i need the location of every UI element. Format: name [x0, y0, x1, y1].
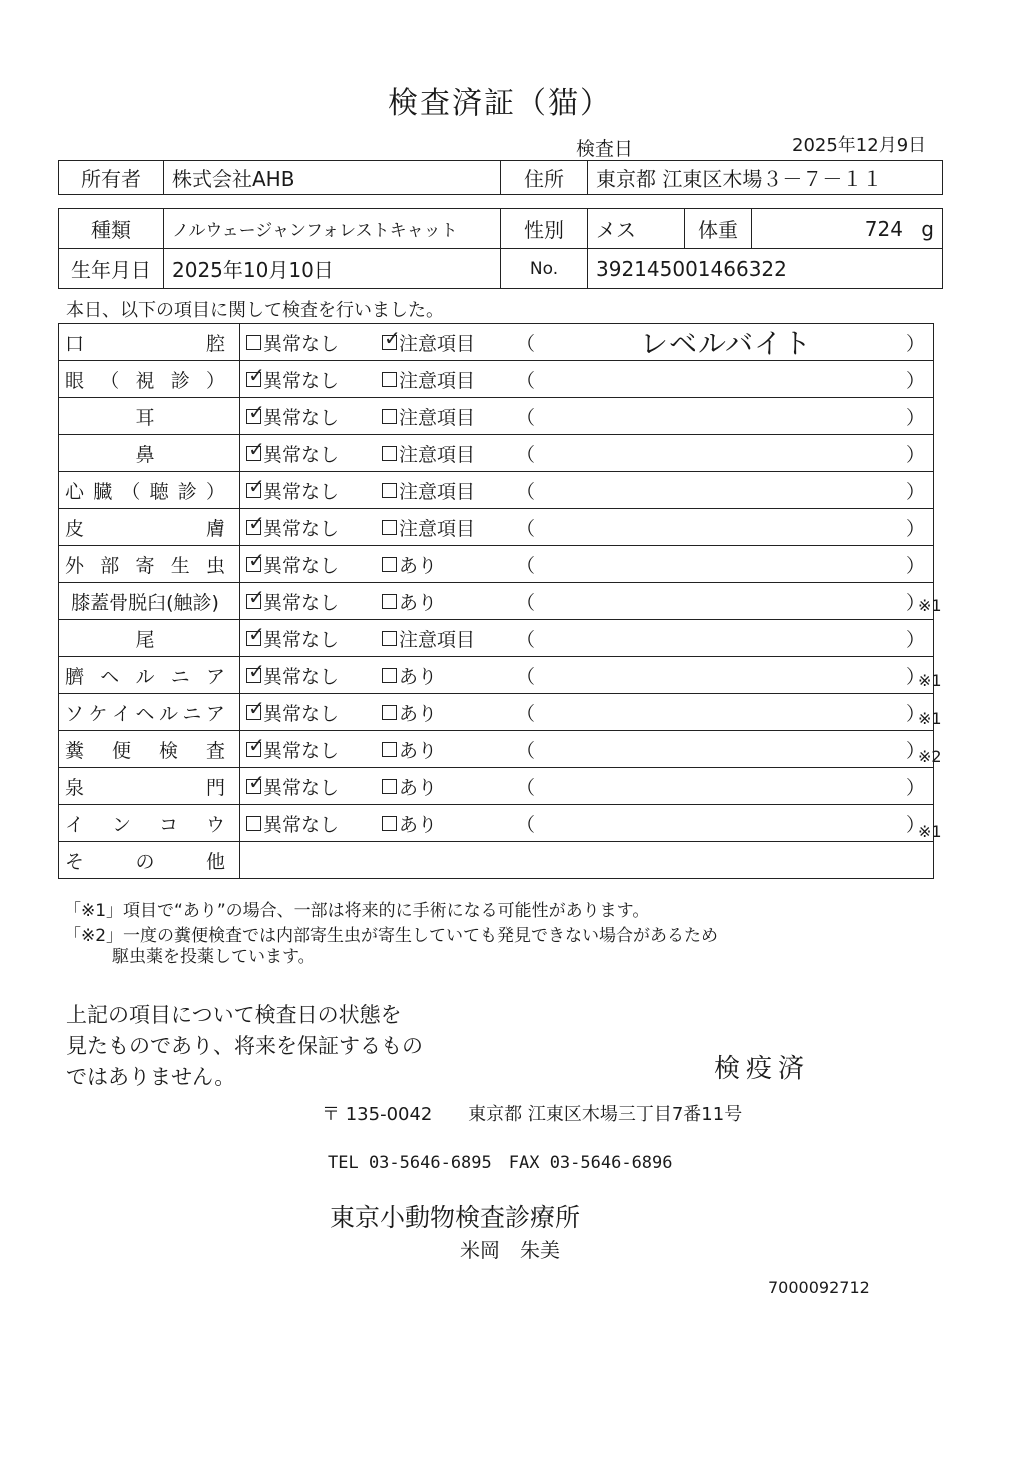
exam-item-name	[59, 694, 240, 731]
option-label: 注意項目	[399, 628, 476, 651]
open-paren: （	[516, 554, 536, 577]
owner-value: 株式会社AHB	[164, 161, 501, 195]
option-label: 異常なし	[263, 480, 340, 503]
check-icon: ✓	[248, 399, 265, 424]
checkbox[interactable]	[382, 779, 397, 794]
footnote-1: 「※1」項目で“あり”の場合、一部は将来的に手術になる可能性があります。	[64, 901, 650, 921]
exam-item-name	[59, 509, 240, 546]
exam-item-name	[59, 657, 240, 694]
exam-date: 2025年12月9日	[792, 135, 927, 156]
exam-result-cell	[240, 398, 934, 435]
exam-result-cell	[240, 472, 934, 509]
check-icon: ✓	[248, 769, 265, 794]
exam-item-label: 尾	[135, 628, 155, 651]
check-icon: ✓	[248, 584, 265, 609]
option-label: 異常なし	[263, 406, 340, 429]
option-label: あり	[399, 554, 438, 577]
check-icon: ✓	[248, 658, 265, 683]
exam-row	[59, 731, 934, 768]
exam-item-label: 糞 便 検 査	[65, 739, 225, 762]
option-attention[interactable]	[382, 588, 516, 615]
close-paren: ）	[906, 628, 926, 651]
close-paren: ）	[906, 517, 926, 540]
exam-row	[59, 398, 934, 435]
exam-item-label: ソ ケ イ ヘ ル ニ ア	[65, 702, 225, 725]
checkbox[interactable]	[246, 547, 265, 572]
open-paren: （	[516, 406, 536, 429]
option-normal[interactable]	[246, 362, 382, 393]
close-paren: ）	[906, 369, 926, 392]
vet-name: 米岡 朱美	[460, 1238, 560, 1262]
clinic-name: 東京小動物検査診療所	[330, 1203, 581, 1232]
open-paren: （	[516, 517, 536, 540]
footnote-mark: ※1	[918, 709, 942, 728]
option-label: 注意項目	[399, 443, 476, 466]
disclaimer-line-2: 見たものであり、将来を保証するもの	[66, 1034, 423, 1058]
owner-label: 所有者	[59, 161, 164, 195]
exam-row	[59, 546, 934, 583]
option-label: あり	[399, 665, 438, 688]
option-label: 異常なし	[263, 739, 340, 762]
checkbox[interactable]	[246, 399, 265, 424]
weight-value: 724	[864, 216, 903, 241]
address-full: 東京都 江東区木場三丁目7番11号	[468, 1104, 743, 1125]
option-normal[interactable]	[246, 329, 382, 356]
check-icon: ✓	[248, 621, 265, 646]
option-label: 注意項目	[399, 480, 476, 503]
option-label: 異常なし	[263, 554, 340, 577]
option-label: あり	[399, 739, 438, 762]
birth-label: 生年月日	[59, 249, 164, 289]
open-paren: （	[516, 776, 536, 799]
check-icon: ✓	[248, 473, 265, 498]
checkbox[interactable]	[246, 436, 265, 461]
option-label: 異常なし	[263, 665, 340, 688]
checkbox[interactable]	[246, 658, 265, 683]
option-normal[interactable]	[246, 584, 382, 615]
exam-item-name	[59, 768, 240, 805]
option-label: 異常なし	[263, 369, 340, 392]
exam-row-other	[59, 842, 934, 879]
exam-item-label: 外 部 寄 生 虫	[65, 554, 225, 577]
checkbox[interactable]	[246, 362, 265, 387]
option-label: あり	[399, 776, 438, 799]
close-paren: ）	[906, 406, 926, 429]
open-paren: （	[516, 443, 536, 466]
clinic-address	[322, 1100, 742, 1126]
close-paren: ）	[906, 702, 926, 725]
close-paren: ）	[906, 776, 926, 799]
close-paren: ）	[906, 591, 926, 614]
close-paren: ）	[906, 739, 926, 762]
tel-fax: TEL 03-5646-6895 FAX 03-5646-6896	[328, 1153, 673, 1173]
intro-text: 本日、以下の項目に関して検査を行いました。	[66, 300, 444, 321]
exam-item-name	[59, 361, 240, 398]
checkbox[interactable]	[246, 510, 265, 535]
option-label: 異常なし	[263, 443, 340, 466]
page-title: 検査済証（猫）	[388, 86, 612, 121]
disclaimer-line-3: ではありません。	[66, 1065, 236, 1089]
open-paren: （	[516, 480, 536, 503]
option-label: 異常なし	[263, 332, 340, 355]
no-label: No.	[501, 249, 588, 289]
open-paren: （	[516, 591, 536, 614]
exam-row	[59, 694, 934, 731]
exam-item-label: 眼 （ 視 診 ）	[65, 369, 225, 392]
option-normal[interactable]	[246, 769, 382, 800]
option-attention[interactable]	[382, 403, 516, 430]
option-label: あり	[399, 591, 438, 614]
checkbox[interactable]	[246, 473, 265, 498]
check-icon: ✓	[384, 325, 401, 350]
option-attention[interactable]	[382, 699, 516, 726]
weight-unit: g	[921, 216, 934, 241]
option-label: 異常なし	[263, 813, 340, 836]
option-label: 注意項目	[399, 517, 476, 540]
option-label: 異常なし	[263, 776, 340, 799]
option-attention[interactable]	[382, 325, 516, 356]
exam-item-name	[59, 620, 240, 657]
exam-item-label: 泉 門	[65, 776, 225, 799]
exam-item-label: 皮 膚	[65, 517, 225, 540]
exam-item-label: 口 腔	[65, 332, 225, 355]
address-value: 東京都 江東区木場３－７－１１	[588, 161, 943, 195]
checkbox[interactable]	[246, 695, 265, 720]
exam-result-cell	[240, 768, 934, 805]
birth-value: 2025年10月10日	[164, 249, 501, 289]
check-icon: ✓	[248, 362, 265, 387]
checkbox[interactable]	[382, 816, 397, 831]
option-normal[interactable]	[246, 547, 382, 578]
breed-label: 種類	[59, 209, 164, 249]
exam-row	[59, 435, 934, 472]
exam-row	[59, 472, 934, 509]
option-attention[interactable]	[382, 366, 516, 393]
exam-row	[59, 620, 934, 657]
exam-item-name	[59, 583, 240, 620]
option-normal[interactable]	[246, 810, 382, 837]
address-label: 住所	[501, 161, 588, 195]
exam-item-name	[59, 842, 240, 879]
other-value-cell[interactable]	[240, 842, 934, 879]
option-normal[interactable]	[246, 732, 382, 763]
option-normal[interactable]	[246, 621, 382, 652]
exam-item-name	[59, 805, 240, 842]
option-attention[interactable]	[382, 514, 516, 541]
checkbox[interactable]	[382, 668, 397, 683]
option-normal[interactable]	[246, 436, 382, 467]
option-label: 注意項目	[399, 369, 476, 392]
option-attention[interactable]	[382, 477, 516, 504]
exam-row	[59, 805, 934, 842]
close-paren: ）	[906, 813, 926, 836]
exam-item-name	[59, 435, 240, 472]
exam-row	[59, 509, 934, 546]
exam-item-name	[59, 324, 240, 361]
checkbox[interactable]	[246, 335, 261, 350]
close-paren: ）	[906, 332, 926, 355]
open-paren: （	[516, 628, 536, 651]
checkbox[interactable]	[382, 742, 397, 757]
exam-item-label: 耳	[135, 406, 155, 429]
exam-row	[59, 361, 934, 398]
exam-result-cell	[240, 583, 934, 620]
checkbox[interactable]	[382, 325, 401, 350]
footnote-mark: ※1	[918, 596, 942, 616]
footnote-mark: ※2	[918, 746, 942, 766]
checkbox[interactable]	[382, 705, 397, 720]
exam-result-cell	[240, 324, 934, 361]
exam-result-cell	[240, 805, 934, 842]
exam-item-name	[59, 546, 240, 583]
weight-label: 体重	[685, 209, 752, 249]
option-normal[interactable]	[246, 510, 382, 541]
check-icon: ✓	[248, 436, 265, 461]
postal-code: 〒 135-0042	[322, 1104, 433, 1125]
option-normal[interactable]	[246, 658, 382, 689]
check-icon: ✓	[248, 510, 265, 535]
other-label: そ の 他	[65, 850, 225, 873]
option-attention[interactable]	[382, 736, 516, 763]
close-paren: ）	[906, 480, 926, 503]
option-label: 異常なし	[263, 517, 340, 540]
close-paren: ）	[906, 665, 926, 688]
footnote-mark: ※1	[918, 821, 942, 841]
checkbox[interactable]	[382, 631, 397, 646]
open-paren: （	[516, 332, 536, 355]
checkbox[interactable]	[382, 372, 397, 387]
exam-row	[59, 324, 934, 361]
exam-result-cell	[240, 657, 934, 694]
footnote-2: 「※2」一度の糞便検査では内部寄生虫が寄生していても発見できない場合があるため	[64, 926, 719, 946]
footnote-2-cont: 駆虫薬を投薬しています。	[112, 947, 315, 967]
disclaimer	[66, 1000, 423, 1093]
option-label: あり	[399, 813, 438, 836]
exam-item-label: 臍 ヘ ル ニ ア	[65, 665, 225, 688]
option-label: 異常なし	[263, 628, 340, 651]
open-paren: （	[516, 813, 536, 836]
disclaimer-line-1: 上記の項目について検査日の状態を	[66, 1003, 402, 1027]
exam-date-label: 検査日	[576, 138, 634, 160]
close-paren: ）	[906, 554, 926, 577]
option-attention[interactable]	[382, 810, 516, 837]
open-paren: （	[516, 739, 536, 762]
owner-table	[58, 160, 943, 195]
exam-result-cell	[240, 435, 934, 472]
open-paren: （	[516, 702, 536, 725]
checkbox[interactable]	[246, 769, 265, 794]
note-text: レベルバイト	[639, 327, 813, 360]
checkbox[interactable]	[382, 557, 397, 572]
exam-row	[59, 768, 934, 805]
option-normal[interactable]	[246, 473, 382, 504]
exam-item-label: イ ン コ ウ	[65, 813, 225, 836]
exam-item-name	[59, 398, 240, 435]
weight-cell	[752, 209, 943, 249]
exam-item-label: 心 臓 （ 聴 診 ）	[65, 480, 225, 503]
checkbox[interactable]	[382, 409, 397, 424]
sex-value: メス	[588, 209, 685, 249]
exam-result-cell	[240, 731, 934, 768]
option-attention[interactable]	[382, 551, 516, 578]
checkbox[interactable]	[246, 584, 265, 609]
exam-table	[58, 323, 934, 879]
close-paren: ）	[906, 443, 926, 466]
sex-label: 性別	[501, 209, 588, 249]
checkbox[interactable]	[246, 816, 261, 831]
option-normal[interactable]	[246, 399, 382, 430]
quarantine-stamp: 検疫済	[714, 1054, 811, 1084]
exam-item-name	[59, 472, 240, 509]
serial-number: 7000092712	[768, 1278, 870, 1297]
option-attention[interactable]	[382, 662, 516, 689]
exam-item-name	[59, 731, 240, 768]
check-icon: ✓	[248, 732, 265, 757]
option-label: 注意項目	[399, 406, 476, 429]
footnote-mark: ※1	[918, 671, 942, 691]
no-value: 392145001466322	[588, 249, 943, 289]
option-normal[interactable]	[246, 695, 382, 726]
option-attention[interactable]	[382, 625, 516, 652]
exam-item-label: 膝蓋骨脱臼(触診)	[71, 591, 219, 614]
option-label: 異常なし	[263, 702, 340, 725]
checkbox[interactable]	[382, 520, 397, 535]
checkbox[interactable]	[382, 483, 397, 498]
option-label: 異常なし	[263, 591, 340, 614]
exam-result-cell	[240, 546, 934, 583]
exam-result-cell	[240, 694, 934, 731]
exam-result-cell	[240, 361, 934, 398]
exam-row	[59, 657, 934, 694]
option-attention[interactable]	[382, 773, 516, 800]
checkbox[interactable]	[246, 732, 265, 757]
exam-result-cell	[240, 509, 934, 546]
breed-value: ノルウェージャンフォレストキャット	[164, 209, 501, 249]
checkbox[interactable]	[382, 446, 397, 461]
open-paren: （	[516, 665, 536, 688]
check-icon: ✓	[248, 547, 265, 572]
check-icon: ✓	[248, 695, 265, 720]
checkbox[interactable]	[382, 594, 397, 609]
exam-item-label: 鼻	[135, 443, 155, 466]
option-label: あり	[399, 702, 438, 725]
exam-result-cell	[240, 620, 934, 657]
option-label: 注意項目	[399, 332, 476, 355]
option-attention[interactable]	[382, 440, 516, 467]
pet-table	[58, 208, 943, 289]
exam-row	[59, 583, 934, 620]
checkbox[interactable]	[246, 621, 265, 646]
open-paren: （	[516, 369, 536, 392]
